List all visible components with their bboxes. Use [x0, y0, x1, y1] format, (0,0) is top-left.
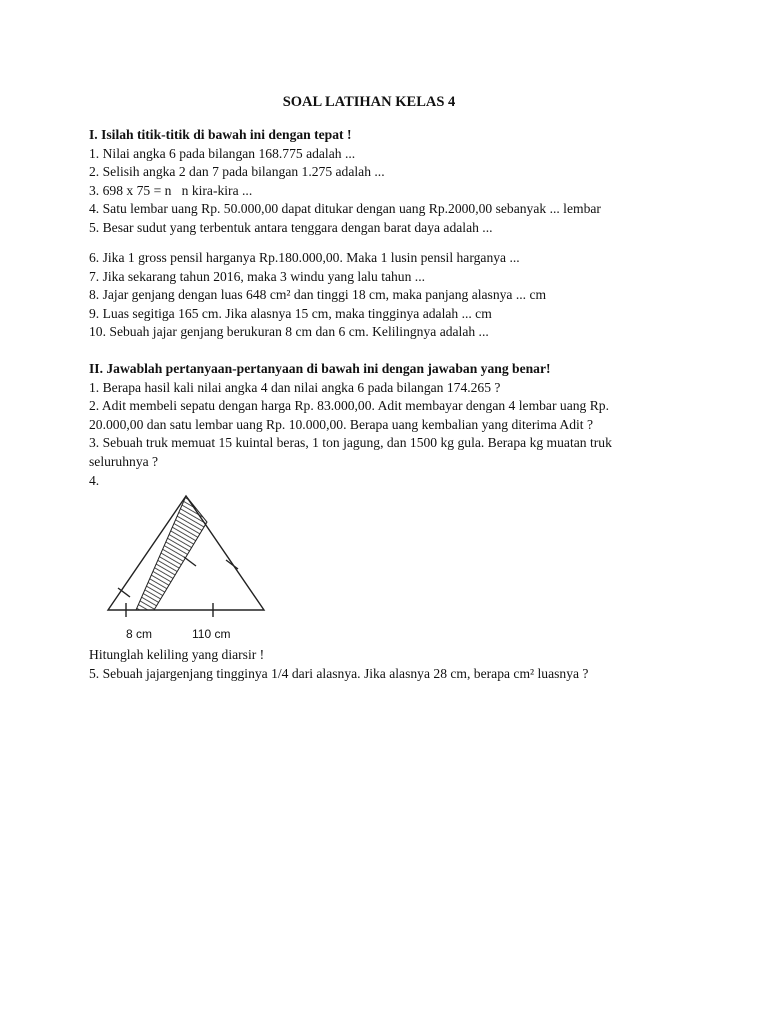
question-2-2-line-1: 2. Adit membeli sepatu dengan harga Rp. 83.000,00. Adit membayar dengan 4 lembar uang Rp.	[89, 398, 609, 414]
section-1-heading: I. Isilah titik-titik di bawah ini dengan tepat !	[89, 127, 352, 142]
section-2-heading: II. Jawablah pertanyaan-pertanyaan di bawah ini dengan jawaban yang benar!	[89, 361, 551, 376]
question-1-8: 8. Jajar genjang dengan luas 648 cm² dan tinggi 18 cm, maka panjang alasnya ... cm	[89, 287, 547, 303]
question-1-9: 9. Luas segitiga 165 cm. Jika alasnya 15 cm, maka tingginya adalah ... cm	[89, 305, 492, 321]
question-2-3-line-2: seluruhnya ?	[89, 453, 159, 469]
question-1-6: 6. Jika 1 gross pensil harganya Rp.180.000,00. Maka 1 lusin pensil harganya ...	[89, 250, 520, 265]
question-2-4-text: Hitunglah keliling yang diarsir !	[89, 647, 265, 662]
question-1-2: 2. Selisih angka 2 dan 7 pada bilangan 1.275 adalah ...	[89, 164, 385, 180]
question-1-3: 3. 698 x 75 = n n kira-kira ...	[89, 182, 253, 198]
question-2-5: 5. Sebuah jajargenjang tingginya 1/4 dari alasnya. Jika alasnya 28 cm, berapa cm² luasnya ?	[89, 665, 589, 681]
question-2-2-line-2: 20.000,00 dan satu lembar uang Rp. 10.000,00. Berapa uang kembalian yang diterima Adit ?	[89, 416, 593, 432]
question-2-4-number: 4.	[89, 472, 100, 488]
label-8cm: 8 cm	[126, 627, 153, 641]
question-1-7: 7. Jika sekarang tahun 2016, maka 3 windu yang lalu tahun ...	[89, 268, 425, 284]
section-2	[89, 360, 669, 490]
question-1-10: 10. Sebuah jajar genjang berukuran 8 cm dan 6 cm. Kelilingnya adalah ...	[89, 324, 489, 340]
question-2-3-line-1: 3. Sebuah truk memuat 15 kuintal beras, 1 ton jagung, dan 1500 kg gula. Berapa kg muatan truk	[89, 435, 612, 451]
section-1	[89, 126, 669, 238]
question-2-1: 1. Berapa hasil kali nilai angka 4 dan nilai angka 6 pada bilangan 174.265 ?	[89, 379, 501, 395]
section-1-continued	[89, 249, 669, 342]
triangle-figure	[98, 494, 270, 644]
question-1-4: 4. Satu lembar uang Rp. 50.000,00 dapat ditukar dengan uang Rp.2000,00 sebanyak ... lembar	[89, 201, 601, 217]
document-title: SOAL LATIHAN KELAS 4	[282, 94, 456, 110]
question-1-1: 1. Nilai angka 6 pada bilangan 168.775 adalah ...	[89, 145, 356, 161]
question-1-5: 5. Besar sudut yang terbentuk antara tenggara dengan barat daya adalah ...	[89, 219, 493, 235]
section-2-after-figure	[89, 646, 669, 683]
label-110cm: 110 cm	[192, 627, 231, 641]
